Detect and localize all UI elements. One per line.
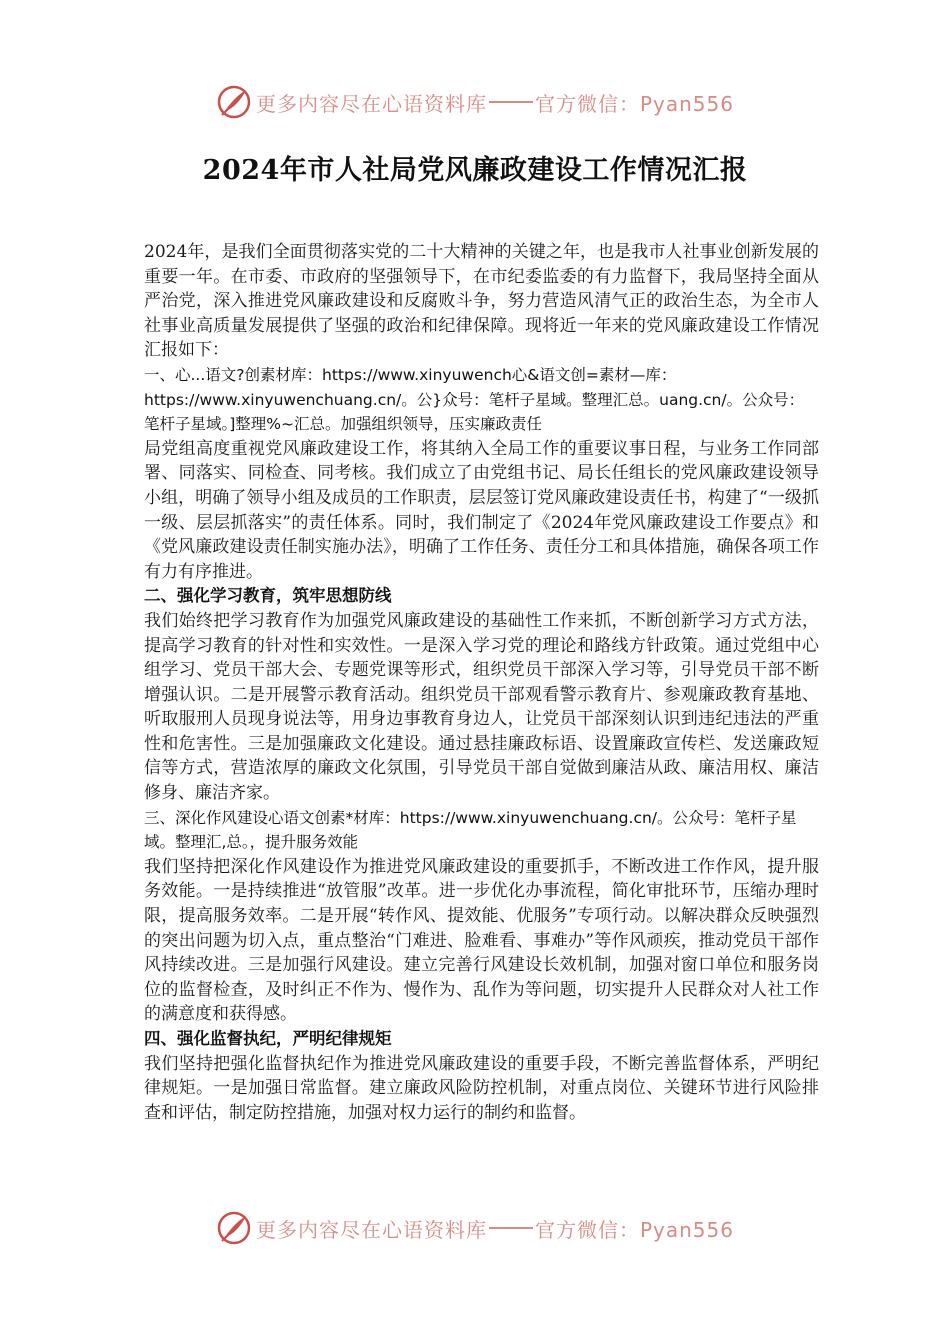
banner-text-right: 官方微信：Pyan556 <box>534 91 734 116</box>
section-1-paragraph: 局党组高度重视党风廉政建设工作，将其纳入全局工作的重要议事日程，与业务工作同部署、同落实、同检查、同考核。我们成立了由党组书记、局长任组长的党风廉政建设领导小组，明确了领导小组及成员的工作职责，层层签订党风廉政建设责任书，构建了“一级抓一级、层层抓落实”的责任体系。同时，我们制定了《2024年党风廉政建设工作要点》和《党风廉政建设责任制实施办法》，明确了工作任务、责任分工和具体措施，确保各项工作有力有序推进。 <box>144 438 819 582</box>
banner-text-left: 更多内容尽在心语资料库 <box>255 91 487 116</box>
document-title: 2024年市人社局党风廉政建设工作情况汇报 <box>202 155 748 186</box>
banner-dash <box>489 101 533 103</box>
section-3-heading: 三、深化作风建设心语文创素*材库：https://www.xinyuwenchuang.cn/。公众号：笔杆子星域。整理汇,总。，提升服务效能 <box>144 808 797 852</box>
banner-dash <box>489 1227 533 1229</box>
feather-logo-icon <box>216 84 252 120</box>
feather-logo-icon <box>216 1210 252 1246</box>
intro-paragraph: 2024年，是我们全面贯彻落实党的二十大精神的关键之年，也是我市人社事业创新发展的重要一年。在市委、市政府的坚强领导下，在市纪委监委的有力监督下，我局坚持全面从严治党，深入推进党风廉政建设和反腐败斗争，努力营造风清气正的政治生态，为全市人社事业高质量发展提供了坚强的政治和纪律保障。现将近一年来的党风廉政建设工作情况汇报如下： <box>144 242 819 361</box>
footer-watermark-banner <box>0 1208 950 1248</box>
section-2-heading: 二、强化学习教育，筑牢思想防线 <box>144 586 392 606</box>
document-body <box>144 240 819 1125</box>
section-2-paragraph: 我们始终把学习教育作为加强党风廉政建设的基础性工作来抓，不断创新学习方式方法，提高学习教育的针对性和实效性。一是深入学习党的理论和路线方针政策。通过党组中心组学习、党员干部大会、专题党课等形式，组织党员干部深入学习等，引导党员干部不断增强认识。二是开展警示教育活动。组织党员干部观看警示教育片、参观廉政教育基地、听取服刑人员现身说法等，用身边事教育身边人，让党员干部深刻认识到违纪违法的严重性和危害性。三是加强廉政文化建设。通过悬挂廉政标语、设置廉政宣传栏、发送廉政短信等方式，营造浓厚的廉政文化氛围，引导党员干部自觉做到廉洁从政、廉洁用权、廉洁修身、廉洁齐家。 <box>144 610 819 804</box>
banner-text-left: 更多内容尽在心语资料库 <box>255 1217 487 1242</box>
section-4-heading: 四、强化监督执纪，严明纪律规矩 <box>144 1029 392 1048</box>
header-watermark-banner <box>0 82 950 122</box>
section-1-heading: 一、心...语文?创素材库：https://www.xinyuwench心&语文创=素材—库：https://www.xinyuwenchuang.cn/。公}众号：笔杆子星域。整理汇总。uang.cn/。公众号：笔杆子星域。]整理%~汇总。加强组织领导，压实廉政责任 <box>144 365 805 434</box>
banner-text-right: 官方微信：Pyan556 <box>534 1217 734 1242</box>
section-3-paragraph: 我们坚持把深化作风建设作为推进党风廉政建设的重要抓手，不断改进工作作风，提升服务效能。一是持续推进“放管服”改革。进一步优化办事流程，简化审批环节，压缩办理时限，提高服务效率。二是开展“转作风、提效能、优服务”专项行动。以解决群众反映强烈的突出问题为切入点，重点整治“门难进、脸难看、事难办”等作风顽疾，推动党员干部作风持续改进。三是加强行风建设。建立完善行风建设长效机制，加强对窗口单位和服务岗位的监督检查，及时纠正不作为、慢作为、乱作为等问题，切实提升人民群众对人社工作的满意度和获得感。 <box>144 856 819 1025</box>
section-4-paragraph: 我们坚持把强化监督执纪作为推进党风廉政建设的重要手段，不断完善监督体系，严明纪律规矩。一是加强日常监督。建立廉政风险防控机制，对重点岗位、关键环节进行风险排查和评估，制定防控措施，加强对权力运行的制约和监督。 <box>144 1053 819 1123</box>
